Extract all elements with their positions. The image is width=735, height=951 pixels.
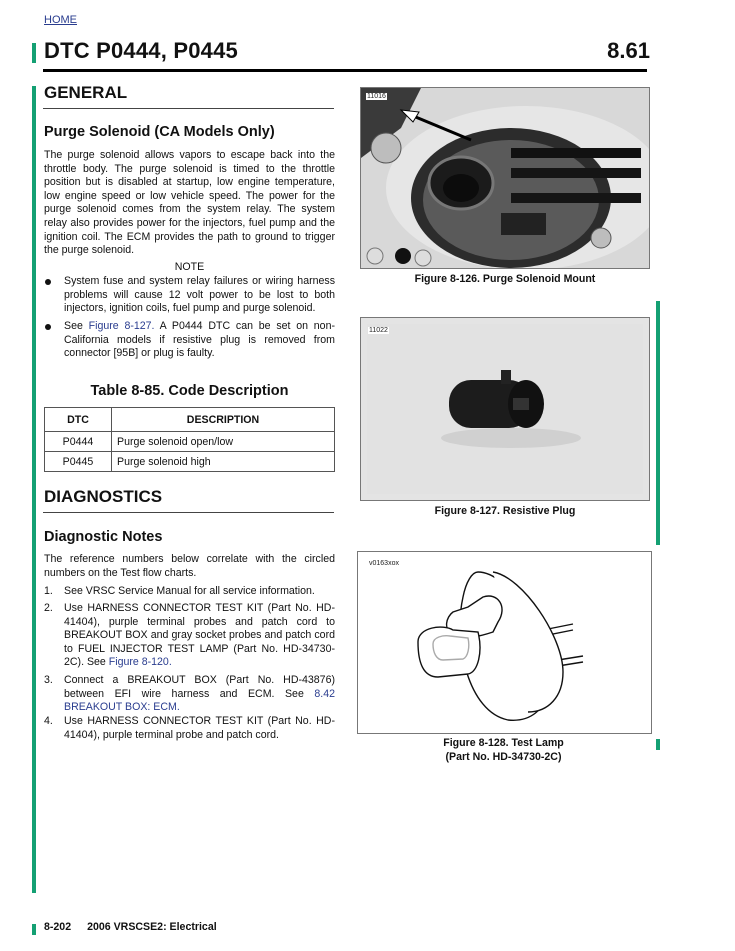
figure-id: v0163xox bbox=[369, 560, 399, 567]
fuel-pump-photo-icon bbox=[361, 88, 649, 268]
table-header-row bbox=[45, 408, 335, 432]
description-cell: Purge solenoid high bbox=[112, 452, 335, 472]
column-header-description: DESCRIPTION bbox=[112, 408, 335, 432]
footer-page-number: 8-202 bbox=[44, 921, 72, 933]
figure-8-120-link[interactable]: Figure 8-120. bbox=[108, 656, 172, 669]
dtc-cell: P0444 bbox=[45, 432, 112, 452]
diagnostic-note-item: 1. See VRSC Service Manual for all service information. bbox=[44, 585, 315, 597]
figure-caption: Figure 8-128. Test Lamp (Part No. HD-34730-2C) bbox=[443, 737, 564, 763]
diagnostic-notes-heading: Diagnostic Notes bbox=[44, 529, 163, 545]
diagnostic-note-item: 3. Connect a BREAKOUT BOX (Part No. HD-43876) between EFI wire harness and ECM. See 8.42 BREAKOUT BOX: ECM. bbox=[44, 674, 335, 714]
table-row bbox=[45, 432, 335, 452]
change-bar-right bbox=[656, 301, 660, 545]
figure-8-128 bbox=[357, 551, 652, 734]
note-label: NOTE bbox=[174, 261, 205, 273]
breakout-box-ecm-link[interactable]: 8.42 BREAKOUT BOX: ECM. bbox=[64, 687, 335, 714]
figure-id: 11022 bbox=[369, 327, 388, 334]
bullet-icon bbox=[45, 279, 51, 285]
change-bar-footer bbox=[32, 924, 36, 935]
diagnostics-heading: DIAGNOSTICS bbox=[44, 487, 163, 506]
figure-8-127-link[interactable]: Figure 8-127. bbox=[88, 320, 155, 332]
diagnostic-note-item: 2. Use HARNESS CONNECTOR TEST KIT (Part No. HD-41404), purple terminal probes and patch cord to BREAKOUT BOX and gray socket probes and patch cord to FUEL INJECTOR TEST LAMP (Part No. HD-34730-2C). See Figure 8-120. bbox=[44, 602, 335, 669]
purge-solenoid-paragraph: The purge solenoid allows vapors to escape back into the throttle body. The purge solenoid is timed to the throttle position but is disabled at startup, low engine temperature, low engine speed or low vehicle speed. The power for the purge solenoid comes from the system relay. The system relay also provides power for the injectors, fuel pump and the ignition coil. The ECM provides the path to ground to trigger the purge solenoid. bbox=[44, 149, 335, 257]
table-row bbox=[45, 452, 335, 472]
note-bullet bbox=[44, 320, 335, 361]
figure-caption: Figure 8-127. Resistive Plug bbox=[434, 505, 576, 517]
description-cell: Purge solenoid open/low bbox=[112, 432, 335, 452]
general-heading: GENERAL bbox=[44, 83, 128, 102]
figure-id: 11016 bbox=[367, 93, 386, 100]
page-title: DTC P0444, P0445 bbox=[44, 38, 238, 63]
section-number: 8.61 bbox=[607, 38, 650, 63]
resistive-plug-photo-icon bbox=[361, 318, 649, 500]
note-bullet-text: See Figure 8-127. A P0444 DTC can be set on non-California models if resistive plug is removed from connector [95B] or plug is faulty. bbox=[64, 320, 335, 360]
change-bar-right-small bbox=[656, 739, 660, 750]
footer-book-title: 2006 VRSCSE2: Electrical bbox=[87, 921, 217, 933]
page-footer bbox=[44, 921, 217, 933]
note-bullet bbox=[44, 275, 335, 316]
change-bar-left bbox=[32, 86, 36, 893]
column-header-dtc: DTC bbox=[45, 408, 112, 432]
diagnostic-notes-intro: The reference numbers below correlate with the circled numbers on the Test flow charts. bbox=[44, 553, 335, 579]
dtc-cell: P0445 bbox=[45, 452, 112, 472]
table-title: Table 8-85. Code Description bbox=[90, 383, 289, 399]
change-bar-title bbox=[32, 43, 36, 63]
code-description-table bbox=[44, 407, 335, 472]
figure-caption: Figure 8-126. Purge Solenoid Mount bbox=[414, 273, 596, 285]
note-bullet-text: System fuse and system relay failures or wiring harness problems will cause 12 volt power to be lost to both injectors, ignition coils, fuel pump and purge solenoid. bbox=[64, 275, 335, 315]
bullet-icon bbox=[45, 324, 51, 330]
diagnostics-rule bbox=[43, 512, 334, 513]
title-rule bbox=[43, 69, 647, 72]
general-rule bbox=[43, 108, 334, 109]
figure-8-126 bbox=[360, 87, 650, 269]
figure-8-127 bbox=[360, 317, 650, 501]
home-link[interactable]: HOME bbox=[44, 14, 77, 26]
diagnostic-note-item: 4. Use HARNESS CONNECTOR TEST KIT (Part No. HD-41404), purple terminal probe and patch cord. bbox=[44, 715, 335, 741]
test-lamp-drawing-icon bbox=[358, 552, 651, 733]
purge-solenoid-heading: Purge Solenoid (CA Models Only) bbox=[44, 124, 275, 140]
